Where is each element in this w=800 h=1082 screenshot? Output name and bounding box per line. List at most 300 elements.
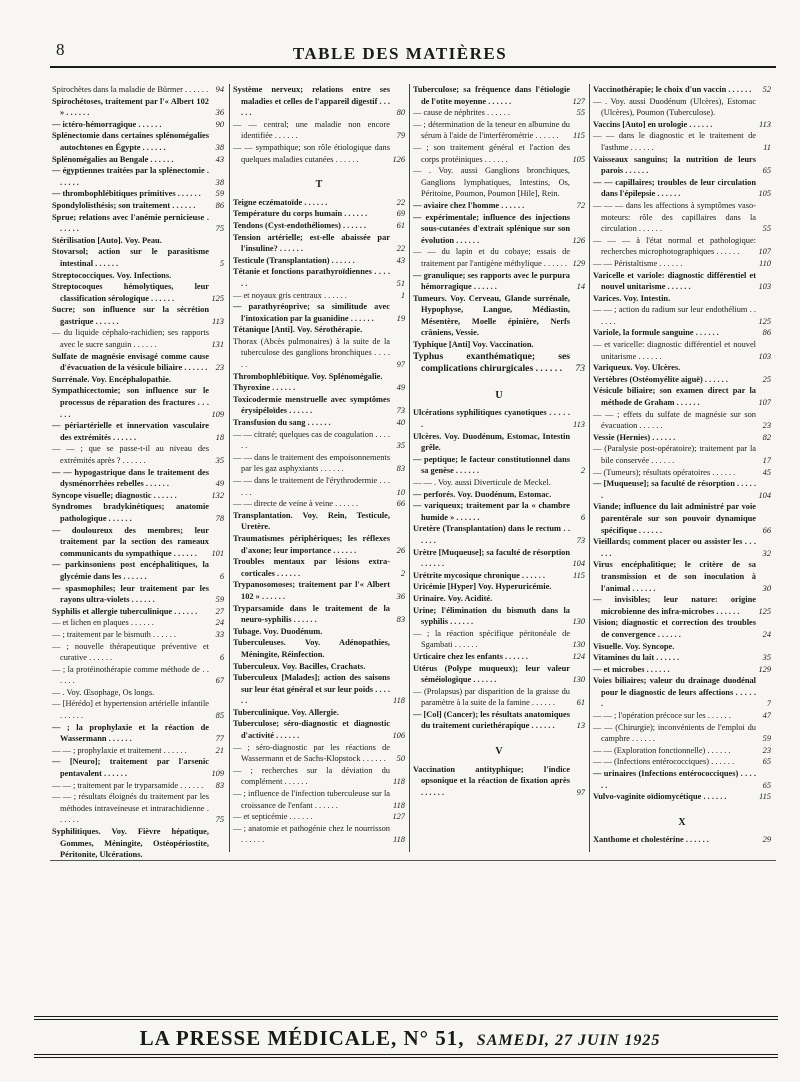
index-entry [233, 788, 405, 811]
leader-dots: . . . . . . [529, 698, 555, 708]
entry-page: 115 [573, 570, 585, 580]
entry-text: — — (Chirurgie); inconvénients de l'emploi du camphre [593, 722, 756, 744]
index-entry [593, 177, 771, 200]
entry-text: Thrombophlébitique. Voy. Splénomégalie. [233, 371, 383, 381]
entry-text: Utérus (Polype muqueux); leur valeur séméiologique [413, 663, 570, 685]
index-entry [52, 188, 224, 200]
entry-page: 104 [572, 559, 585, 569]
entry-text: Thyroxine [233, 383, 271, 393]
entry-text: Troubles mentaux par lésions extra-corticales [233, 557, 390, 578]
entry-text: Tuberculeux. Voy. Bacilles, Crachats. [233, 661, 366, 671]
entry-text: Stovarsol; action sur le parasitisme intestinal [52, 247, 209, 268]
entry-page: 78 [215, 513, 224, 523]
entry-page: 106 [392, 731, 405, 741]
leader-dots: . . . . . . [601, 769, 756, 790]
footer-line [0, 1026, 800, 1051]
index-entry [52, 559, 224, 582]
entry-page: 19 [396, 313, 405, 323]
index-entry [233, 718, 405, 741]
index-entry [413, 270, 585, 293]
entry-text: — — — à l'état normal et pathologique: recherches microphotographiques [593, 235, 756, 257]
leader-dots: . . . . . . [601, 537, 756, 558]
entry-page: 24 [762, 629, 771, 639]
entry-text: — — ; l'opération précoce sur les [593, 711, 706, 721]
entry-text: Vaccination antityphique; l'indice opsonique et la réaction de fixation après [413, 764, 570, 786]
index-entry [52, 617, 224, 629]
index-entry [52, 629, 224, 641]
index-entry [593, 443, 771, 466]
entry-text: Température du corps humain [233, 209, 343, 219]
entry-page: 97 [576, 787, 585, 797]
entry-text: Xanthome et cholestérine [593, 835, 684, 845]
entry-page: 107 [758, 398, 771, 408]
index-entry [52, 467, 224, 490]
leader-dots: . . . . . . [701, 792, 727, 802]
leader-dots: . . . . . . [329, 255, 355, 265]
entry-text: — — ; prophylaxie et traitement [52, 745, 162, 755]
leader-dots: . . . . . . [170, 200, 196, 210]
index-entry [593, 130, 771, 153]
entry-text: — — (Exploration fonctionnelle) [593, 745, 706, 755]
entry-page: 118 [393, 835, 405, 845]
leader-dots: . . . . . . [60, 398, 210, 419]
entry-text: Tuberculeuses. Voy. Adénopathies, Méningite, Réinfection. [233, 638, 390, 659]
index-entry [593, 409, 771, 432]
entry-text: — — Péristaltisme [593, 258, 658, 268]
entry-text: Streptocoques hémolytiques, leur classification sérologique [52, 282, 209, 303]
entry-text: Spirochètes dans la maladie de Bürmer [52, 85, 183, 94]
leader-dots: . . . . . . [312, 800, 338, 810]
leader-dots: . . . . . . [342, 209, 368, 219]
entry-text: Varicelle et variole: diagnostic différentiel et nouvel unitarisme [593, 270, 756, 292]
index-entry [233, 417, 405, 429]
leader-dots: . . . . . . [601, 305, 757, 326]
entry-page: 23 [215, 363, 224, 373]
entry-text: — perforés. Voy. Duodénum, Estomac. [413, 489, 552, 499]
index-entry [233, 556, 405, 579]
entry-text: — ; séro-diagnostic par les réactions de Wassermann et de Sachs-Klopstock [233, 742, 390, 764]
entry-page: 7 [766, 699, 771, 709]
leader-dots: . . . . . . [241, 267, 390, 288]
entry-text: — — dans le diagnostic et le traitement de l'asthme [593, 131, 756, 152]
entry-page: 110 [759, 258, 771, 268]
entry-page: 109 [211, 769, 224, 779]
entry-text: — ; la réaction spécifique péritonéale de Sgambati [413, 628, 570, 650]
entry-page: 130 [572, 675, 585, 685]
entry-text: Varices. Voy. Intestin. [593, 293, 671, 303]
index-entry [413, 523, 585, 546]
index-entry [593, 652, 771, 664]
leader-dots: . . . . . . [533, 363, 562, 375]
index-entry [413, 212, 585, 247]
index-entry [413, 709, 585, 732]
index-entry [413, 293, 585, 339]
index-entry [233, 475, 405, 498]
index-entry [413, 651, 585, 663]
leader-dots: . . . . . . [448, 617, 474, 627]
index-entry [593, 270, 771, 293]
leader-dots: . . . . . . [60, 803, 210, 825]
leader-dots: . . . . . . [657, 258, 683, 268]
leader-dots: . . . . . . [452, 640, 478, 650]
entry-text: Teigne eczématoïde [233, 197, 303, 207]
index-entry [413, 431, 585, 454]
entry-text: — — . Voy. aussi Diverticule de Meckel. [413, 478, 551, 487]
index-entry [233, 823, 405, 846]
entry-page: 55 [576, 108, 585, 118]
entry-text: Sympathicectomie; son influence sur le processus de réparation des fractures [52, 386, 209, 408]
entry-text: — . Voy. aussi Ganglions bronchiques, Ganglions lymphatiques, Intestins, Os, Péritoine, Poumon, Poumon [Hile], Rein. [413, 166, 570, 199]
leader-dots: . . . . . . [287, 406, 313, 416]
index-entry [413, 84, 585, 107]
entry-page: 75 [215, 224, 224, 234]
index-entry [52, 583, 224, 606]
entry-text: Spondylolisthésis; son traitement [52, 200, 171, 210]
entry-page: 35 [396, 441, 405, 451]
entry-page: 10 [396, 487, 405, 497]
entry-page: 61 [396, 220, 405, 230]
footer-date: SAMEDI, 27 JUIN 1925 [476, 1032, 661, 1049]
entry-text: — douloureux des membres; leur traitement par la section des rameaux communicants du sympathique [52, 525, 209, 558]
index-entry [52, 490, 224, 502]
index-entry [233, 510, 405, 533]
leader-dots: . . . . . . [482, 154, 508, 164]
entry-page: 33 [215, 629, 224, 639]
index-entry [233, 672, 405, 707]
entry-text: Variole, la formule sanguine [593, 328, 694, 338]
index-entry [52, 745, 224, 757]
leader-dots: . . . . . . [693, 328, 719, 338]
entry-text: — [Hérédo] et hypertension artérielle infantile [52, 699, 209, 709]
entry-text: Tension artérielle; est-elle abaissée par l'insuline? [233, 232, 390, 254]
entry-text: Vision; diagnostic et correction des troubles de convergence [593, 618, 756, 639]
entry-text: Transplantation. Voy. Rein, Testicule, Uretère. [233, 510, 390, 532]
leader-dots: . . . . . . [649, 456, 675, 465]
entry-text: Urine; l'élimination du bismuth dans la syphilis [413, 605, 570, 627]
leader-dots: . . . . . . [360, 754, 386, 764]
leader-dots: . . . . . . [86, 653, 113, 663]
entry-text: Splénectomie dans certaines splénomégalies autochtones en Égypte [52, 131, 209, 152]
index-entry [413, 454, 585, 477]
index-entry [52, 385, 224, 420]
index-entry [52, 351, 224, 374]
entry-text: Vieillards; comment placer ou assister les [593, 537, 743, 547]
index-entry [413, 663, 585, 686]
entry-page: 113 [212, 316, 224, 326]
entry-text: Transfusion du sang [233, 418, 306, 428]
leader-dots: . . . . . . [702, 374, 728, 384]
leader-dots: . . . . . . [502, 651, 528, 661]
entry-text: Surrénale. Voy. Encéphalopathie. [52, 374, 171, 384]
index-entry [413, 351, 585, 376]
leader-dots: . . . . . . [274, 568, 301, 578]
entry-text: Tétanie et fonctions parathyroïdiennes [233, 267, 372, 277]
entry-page: 82 [762, 432, 771, 442]
entry-text: — — dans le traitement des empoisonnements par les gaz asphyxiants [233, 452, 390, 474]
leader-dots: . . . . . . [636, 351, 662, 361]
index-entry [52, 304, 224, 327]
entry-text: Ulcères. Voy. Duodénum, Estomac, Intestin grêle. [413, 431, 570, 453]
index-entry [233, 301, 405, 324]
entry-page: 14 [576, 282, 585, 292]
entry-page: 79 [396, 131, 405, 141]
entry-text: — — hypogastrique dans le traitement des dysménorrhées rebelles [52, 467, 209, 489]
entry-text: — [Col] (Cancer); les résultats anatomiques du traitement curiethérapique [413, 709, 571, 731]
index-column-3 [413, 84, 585, 798]
entry-text: Tétanique [Anti]. Voy. Sérothérapie. [233, 325, 363, 335]
entry-page: 124 [572, 651, 585, 661]
entry-page: 73 [575, 363, 585, 375]
footer-publication: LA PRESSE MÉDICALE, N° 51, [139, 1026, 465, 1050]
entry-text: Uretère (Transplantation) dans le rectum [413, 524, 562, 534]
leader-dots: . . . . . . [705, 745, 731, 755]
leader-dots: . . . . . . [106, 734, 132, 744]
entry-text: — (Tumeurs); résultats opératoires [593, 467, 711, 477]
entry-text: — . Voy. aussi Duodénum (Ulcères), Estomac (Ulcères), Poumon (Tuberculose). [593, 96, 756, 118]
entry-text: Syndromes bradykinétiques; anatomie pathologique [52, 502, 209, 523]
index-entry [52, 687, 224, 699]
entry-text: — — capillaires; troubles de leur circulation dans l'épilepsie [593, 177, 756, 199]
entry-text: — et noyaux gris centraux [233, 290, 322, 300]
entry-text: — ; son traitement général et l'action des corps protéiniques [413, 142, 570, 164]
leader-dots: . . . . . . [148, 293, 175, 303]
leader-dots: . . . . . . [628, 142, 654, 152]
index-entry [52, 641, 224, 664]
entry-text: Streptococciques. Voy. Infections. [52, 270, 172, 280]
entry-text: Vulvo-vaginite oïdiomycétique [593, 792, 702, 802]
leader-dots: . . . . . . [172, 606, 198, 616]
leader-dots: . . . . . . [93, 316, 119, 326]
index-entry [233, 220, 405, 232]
index-column-2 [233, 84, 405, 846]
entry-page: 67 [215, 676, 224, 686]
entry-page: 126 [392, 154, 405, 164]
entry-page: 66 [396, 499, 405, 509]
leader-dots: . . . . . . [655, 629, 681, 639]
entry-text: Tuberculinique. Voy. Allergie. [233, 707, 339, 717]
leader-dots: . . . . . . [655, 189, 681, 199]
entry-page: 22 [396, 244, 405, 254]
entry-page: 83 [396, 615, 405, 625]
entry-text: Tuberculose; séro-diagnostic et diagnostic d'activité [233, 719, 390, 741]
entry-text: — et septicémie [233, 812, 288, 822]
leader-dots: . . . . . . [131, 340, 157, 350]
leader-dots: . . . . . . [533, 131, 559, 141]
leader-dots: . . . . . . [171, 548, 197, 558]
entry-page: 26 [396, 545, 405, 555]
index-entry [413, 593, 585, 605]
leader-dots: . . . . . . [421, 408, 571, 430]
entry-page: 83 [215, 780, 224, 790]
index-entry [233, 371, 405, 383]
entry-text: — cause de néphrites [413, 108, 485, 118]
section-letter: U [495, 389, 503, 401]
index-entry [413, 407, 585, 430]
entry-page: 113 [573, 420, 585, 430]
column-separator [589, 84, 590, 852]
entry-text: Stérilisation [Auto]. Voy. Peau. [52, 235, 162, 245]
entry-text: — . Voy. Œsophage, Os longs. [52, 687, 155, 697]
leader-dots: . . . . . . [665, 282, 691, 292]
header-rule [50, 66, 776, 68]
leader-dots: . . . . . . [486, 96, 512, 106]
entry-page: 130 [572, 617, 585, 627]
index-entry [413, 200, 585, 212]
entry-page: 52 [762, 85, 771, 94]
leader-dots: . . . . . . [60, 664, 209, 686]
entry-page: 105 [572, 154, 585, 164]
entry-text: Urinaire. Voy. Acidité. [413, 593, 493, 603]
index-entry [593, 745, 771, 757]
column-separator [229, 84, 230, 852]
index-entry [233, 324, 405, 336]
leader-dots: . . . . . . [321, 290, 347, 300]
entry-text: — [Neuro]; traitement par l'arsenic pentavalent [52, 757, 209, 779]
entry-text: — thrombophlébitiques primitives [52, 189, 176, 199]
leader-dots: . . . . . . [259, 591, 285, 601]
entry-page: 127 [392, 812, 405, 822]
entry-text: Tuberculeux [Malades]; action des saisons sur leur état général et sur leur poids [233, 673, 390, 694]
entry-text: — parkinsoniens post encéphalitiques, la glycémie dans les [52, 560, 209, 581]
index-entry [593, 327, 771, 339]
entry-text: Spirochétoses, traitement par l'« Albert 102 » [52, 96, 209, 118]
leader-dots: . . . . . . [101, 769, 127, 779]
entry-page: 2 [400, 568, 405, 578]
entry-text: — et lichen en plaques [52, 618, 129, 628]
index-column-4 [593, 84, 771, 846]
entry-text: — parathyréoprive; sa similitude avec l'intoxication par la guanidine [233, 302, 390, 323]
entry-text: Vaisseaux sanguins; la nutrition de leurs parois [593, 154, 756, 176]
entry-page: 97 [396, 360, 405, 370]
leader-dots: . . . . . . [471, 282, 497, 292]
entry-text: Vitamines du lait [593, 653, 655, 663]
entry-text: Uricémie [Hyper] Voy. Hyperuricémie. [413, 582, 552, 592]
index-entry [52, 327, 224, 350]
entry-page: 6 [219, 571, 224, 581]
leader-dots: . . . . . . [136, 119, 162, 129]
entry-page: 129 [572, 258, 585, 268]
index-entry [52, 525, 224, 560]
entry-page: 73 [396, 406, 405, 416]
index-entry [52, 235, 224, 247]
leader-dots: . . . . . . [687, 119, 713, 129]
index-entry [233, 637, 405, 660]
leader-dots: . . . . . . [529, 721, 555, 731]
entry-page: 115 [573, 131, 585, 141]
index-entry [593, 339, 771, 362]
index-entry [233, 290, 405, 302]
entry-page: 36 [215, 108, 224, 118]
entry-page: 49 [215, 479, 224, 489]
bottom-rule [50, 860, 776, 861]
leader-dots: . . . . . . [629, 734, 655, 744]
entry-text: Tendons (Cyst-endothéliomes) [233, 220, 341, 230]
leader-dots: . . . . . . [318, 464, 344, 474]
index-entry [52, 606, 224, 618]
entry-page: 80 [396, 108, 405, 118]
leader-dots: . . . . . . [454, 235, 480, 245]
index-entry [593, 756, 771, 768]
entry-text: — ; nouvelle thérapeutique préventive et curative [52, 641, 209, 663]
index-entry [52, 722, 224, 745]
index-entry [233, 742, 405, 765]
leader-dots: . . . . . . [270, 383, 296, 393]
page-title: TABLE DES MATIÈRES [292, 44, 508, 63]
index-entry [52, 698, 224, 721]
index-entry [52, 281, 224, 304]
entry-text: Variqueux. Voy. Ulcères. [593, 363, 681, 373]
index-entry [593, 722, 771, 745]
entry-text: — (Paralysie post-opératoire); traitement par la bile conservée [593, 444, 756, 465]
entry-text: Urticaire chez les enfants [413, 651, 503, 661]
entry-text: Traumatismes périphériques; les réflexes d'axone; leur importance [233, 533, 390, 555]
entry-page: 65 [762, 166, 771, 176]
entry-text: Typhus exanthématique; ses complications chirurgicales [413, 350, 570, 375]
leader-dots: . . . . . . [726, 85, 752, 94]
entry-page: 25 [762, 374, 771, 384]
entry-page: 2 [580, 466, 585, 476]
index-entry [233, 197, 405, 209]
index-entry [593, 559, 771, 594]
leader-dots: . . . . . . [274, 731, 300, 741]
index-entry [593, 834, 771, 846]
entry-page: 126 [572, 235, 585, 245]
entry-text: — ictéro-hémorragique [52, 119, 137, 129]
entry-text: Syphilitiques. Voy. Fièvre hépatique, Gommes, Méningite, Ostéopériostite, Péritonite, Ulcérations. [52, 827, 209, 860]
entry-text: — du liquide céphalo-rachidien; ses rapports avec le sucre sanguin [52, 328, 209, 350]
leader-dots: . . . . . . [333, 154, 359, 164]
footer-rule-bottom-2 [34, 1057, 778, 1058]
entry-page: 55 [762, 224, 771, 234]
entry-page: 32 [762, 548, 771, 558]
index-entry [413, 165, 585, 200]
leader-dots: . . . . . . [241, 684, 391, 706]
leader-dots: . . . . . . [291, 615, 317, 625]
entry-page: 23 [762, 745, 771, 755]
leader-dots: . . . . . . [148, 154, 174, 164]
index-entry [233, 661, 405, 673]
index-entry [52, 246, 224, 269]
entry-text: Vésicule biliaire; son examen direct par la méthode de Graham [593, 386, 756, 408]
leader-dots: . . . . . . [714, 606, 740, 616]
index-entry [52, 443, 224, 466]
leader-dots: . . . . . . [241, 348, 390, 370]
section-letter: V [495, 746, 503, 758]
index-entry [233, 232, 405, 255]
entry-text: Sprue; relations avec l'anémie pernicieuse [52, 212, 205, 222]
index-entry [233, 429, 405, 452]
entry-page: 129 [758, 664, 771, 674]
entry-page: 21 [215, 745, 224, 755]
leader-dots: . . . . . . [182, 363, 208, 373]
leader-dots: . . . . . . [64, 108, 90, 118]
index-entry [593, 675, 771, 710]
entry-text: — ; détermination de la teneur en albumine du sérum à l'aide de l'interférométrie [413, 119, 570, 141]
entry-text: — ; recherches sur la déviation du complément [233, 765, 390, 787]
leader-dots: . . . . . . [331, 545, 357, 555]
page-number: 8 [56, 40, 65, 59]
entry-text: Syphilis et allergie tuberculinique [52, 606, 173, 616]
entry-page: 72 [576, 200, 585, 210]
index-entry [233, 382, 405, 394]
entry-page: 27 [215, 606, 224, 616]
entry-page: 49 [396, 383, 405, 393]
index-entry [593, 385, 771, 408]
index-entry [233, 579, 405, 602]
index-entry [52, 664, 224, 687]
entry-page: 59 [215, 189, 224, 199]
index-entry [593, 304, 771, 327]
